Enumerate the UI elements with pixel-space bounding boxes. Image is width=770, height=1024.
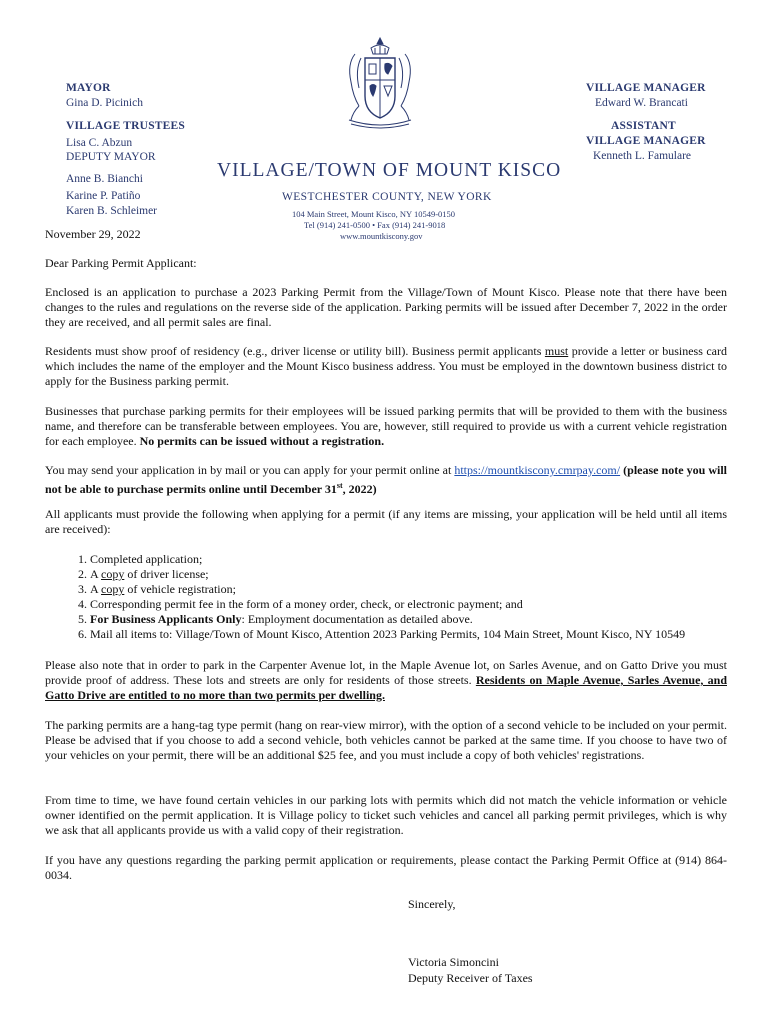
mayor-name: Gina D. Picinich: [66, 97, 143, 109]
assistant-title: ASSISTANT: [611, 120, 676, 132]
county-name: WESTCHESTER COUNTY, NEW YORK: [282, 191, 492, 203]
paragraph-residents-lots: Please also note that in order to park in the Carpenter Avenue lot, in the Maple Avenue lot, on Sarles Avenue, and on Gatto Drive you must provide proof of address. These lots and streets are only for residents of those streets. Residents on Maple Avenue, Sarles Avenue, and Gatto Drive are entitled to no more than two permits per dwelling.: [45, 658, 727, 702]
assistant-title: VILLAGE MANAGER: [586, 135, 706, 147]
paragraph-hang-tag: The parking permits are a hang-tag type permit (hang on rear-view mirror), with the option of a second vehicle to be included on your permit. Please be advised that if you choose to add a second vehicle, both vehicles cannot be parked at the same time. If you choose to have two of your vehicles on your permit, there will be an additional $25 fee, and you must include a copy of both vehicles' registrations.: [45, 718, 727, 762]
list-item: 4. Corresponding permit fee in the form of a money order, check, or electronic payment; and: [90, 597, 770, 612]
paragraph-residency: Residents must show proof of residency (e.g., driver license or utility bill). Business permit applicants must provide a letter or business card which includes the name of the employer and the Mount Kisco business address. You must be employed in the downtown business district to apply for the Business parking permit.: [45, 344, 727, 388]
assistant-name: Kenneth L. Famulare: [593, 150, 692, 162]
salutation: Dear Parking Permit Applicant:: [45, 256, 197, 270]
trustee-name: Lisa C. Abzun: [66, 137, 133, 149]
online-permit-link[interactable]: https://mountkiscony.cmrpay.com/: [454, 463, 621, 477]
dwelling-limit-notice: Residents on Maple Avenue, Sarles Avenue, and Gatto Drive are entitled to no more than two permits per dwelling.: [45, 673, 727, 702]
town-website: www.mountkiscony.gov: [340, 231, 423, 241]
requirements-list: [45, 552, 770, 642]
trustee-name: Karen B. Schleimer: [66, 205, 158, 217]
trustee-name: Karine P. Patiño: [66, 190, 141, 202]
paragraph-online: You may send your application in by mail or you can apply for your permit online at https://mountkiscony.cmrpay.com/ (please note you will not be able to purchase permits online until December 31st, 2022): [45, 463, 727, 496]
trustee-role: DEPUTY MAYOR: [66, 151, 156, 163]
manager-title: VILLAGE MANAGER: [586, 82, 706, 94]
trustees-title: VILLAGE TRUSTEES: [66, 120, 185, 132]
village-seal-crest: [341, 36, 419, 136]
paragraph-policy: From time to time, we have found certain vehicles in our parking lots with permits which did not match the vehicle information or vehicle owner identified on the permit application. It is Village policy to ticket such vehicles and cancel all parking permit privileges, which is why we ask that all applicants provide us with a valid copy of their registration.: [45, 793, 727, 837]
list-item: 6. Mail all items to: Village/Town of Mount Kisco, Attention 2023 Parking Permits, 104 Main Street, Mount Kisco, NY 10549: [90, 627, 770, 642]
paragraph-contact: If you have any questions regarding the parking permit application or requirements, please contact the Parking Permit Office at (914) 864-0034.: [45, 853, 727, 882]
mayor-title: MAYOR: [66, 82, 111, 94]
manager-name: Edward W. Brancati: [595, 97, 688, 109]
town-address: 104 Main Street, Mount Kisco, NY 10549-0150: [292, 209, 456, 219]
registration-warning: No permits can be issued without a registration.: [139, 434, 385, 448]
letter-date: November 29, 2022: [45, 227, 141, 241]
list-item: 1. Completed application;: [90, 552, 770, 567]
list-item: 3. A copy of vehicle registration;: [90, 582, 770, 597]
closing: Sincerely,: [408, 897, 456, 911]
emphasis-must: must: [544, 344, 569, 358]
town-name: VILLAGE/TOWN OF MOUNT KISCO: [217, 160, 562, 181]
signer-title: Deputy Receiver of Taxes: [408, 971, 533, 985]
list-item: 5. For Business Applicants Only: Employment documentation as detailed above.: [90, 612, 770, 627]
trustee-name: Anne B. Bianchi: [66, 173, 143, 185]
signer-name: Victoria Simoncini: [408, 955, 499, 969]
paragraph-requirements: All applicants must provide the following when applying for a permit (if any items are missing, your application will be held until all items are received):: [45, 507, 727, 536]
town-phone-fax: Tel (914) 241-0500 • Fax (914) 241-9018: [304, 220, 446, 230]
paragraph-intro: Enclosed is an application to purchase a 2023 Parking Permit from the Village/Town of Mount Kisco. Please note that there have been changes to the rules and regulations on the reverse side of the application. Parking permits will be issued after December 7, 2022 in the order they are received, and all permit sales are final.: [45, 285, 727, 329]
paragraph-business: Businesses that purchase parking permits for their employees will be issued parking permits that will be provided to them with the business name, and therefore can be transferable between employees. You are, however, still required to provide us with a current vehicle registration for each employee. No permits can be issued without a registration.: [45, 404, 727, 448]
list-item: 2. A copy of driver license;: [90, 567, 770, 582]
